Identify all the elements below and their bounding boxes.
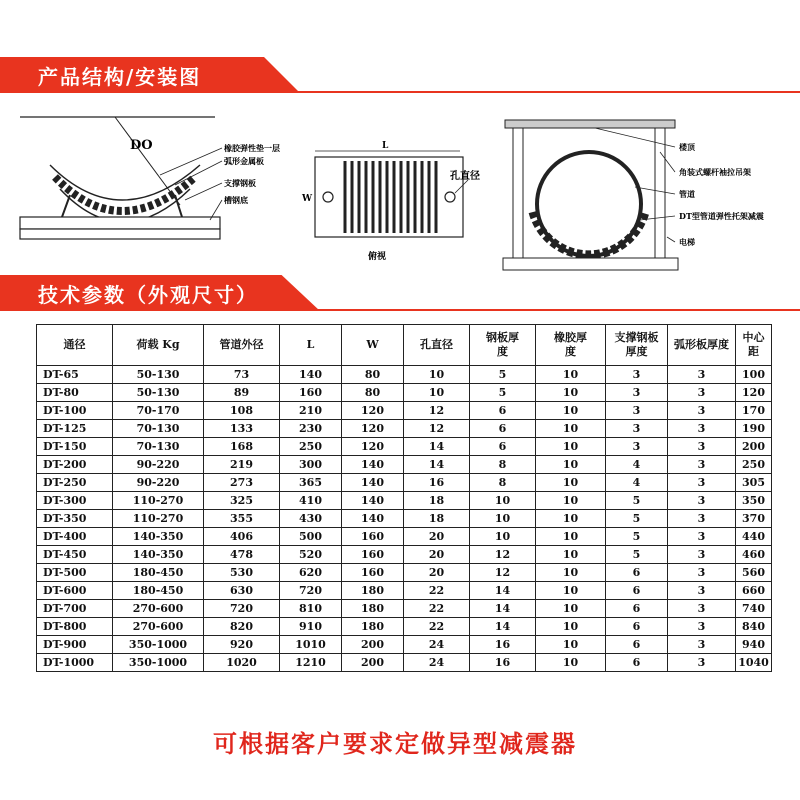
table-cell: 3 (668, 564, 736, 582)
header-cell (606, 325, 668, 366)
table-cell: 5 (606, 546, 668, 564)
table-cell: 12 (404, 420, 470, 438)
table-cell: 110-270 (113, 492, 204, 510)
table-row (37, 492, 772, 510)
table-cell: 200 (342, 636, 404, 654)
table-cell: 500 (280, 528, 342, 546)
label-w: W (302, 194, 313, 204)
table-cell: 305 (736, 474, 772, 492)
table-cell: 160 (280, 384, 342, 402)
model-cell: DT-700 (37, 600, 113, 618)
table-cell: 210 (280, 402, 342, 420)
table-cell: 10 (470, 510, 536, 528)
custom-order-note: 可根据客户要求定做异型减震器 (213, 730, 577, 758)
table-row (37, 510, 772, 528)
callout-pipe: 管道 (679, 189, 695, 199)
label-do: DO (130, 138, 153, 153)
table-cell: 230 (280, 420, 342, 438)
table-cell: 140 (342, 456, 404, 474)
table-cell: 8 (470, 456, 536, 474)
table-cell: 3 (606, 402, 668, 420)
model-cell: DT-400 (37, 528, 113, 546)
table-cell: 1040 (736, 654, 772, 672)
table-cell: 270-600 (113, 618, 204, 636)
table-cell: 3 (668, 474, 736, 492)
table-cell: 5 (606, 492, 668, 510)
table-cell: 24 (404, 654, 470, 672)
diagram-installation (495, 112, 795, 277)
table-cell: 365 (280, 474, 342, 492)
table-cell: 10 (536, 600, 606, 618)
label-top-view: 俯视 (368, 252, 387, 262)
header-label: 钢板厚度 (486, 331, 519, 358)
table-row (37, 402, 772, 420)
table-cell: 140-350 (113, 528, 204, 546)
table-cell: 219 (204, 456, 280, 474)
callout-support-plate: 支撑钢板 (224, 178, 256, 188)
table-cell: 630 (204, 582, 280, 600)
table-cell: 50-130 (113, 384, 204, 402)
header-cell: 管道外径 (204, 325, 280, 366)
table-cell: 406 (204, 528, 280, 546)
table-cell: 940 (736, 636, 772, 654)
table-cell: 168 (204, 438, 280, 456)
table-cell: 10 (536, 474, 606, 492)
table-cell: 22 (404, 582, 470, 600)
table-cell: 10 (536, 366, 606, 384)
table-cell: 16 (470, 636, 536, 654)
table-cell: 350-1000 (113, 636, 204, 654)
model-cell: DT-300 (37, 492, 113, 510)
table-cell: 14 (404, 456, 470, 474)
table-row (37, 654, 772, 672)
table-cell: 18 (404, 492, 470, 510)
table-cell: 10 (536, 492, 606, 510)
table-cell: 120 (342, 402, 404, 420)
table-cell: 720 (280, 582, 342, 600)
model-cell: DT-1000 (37, 654, 113, 672)
table-cell: 5 (606, 510, 668, 528)
header-cell: 通径 (37, 325, 113, 366)
table-cell: 10 (536, 438, 606, 456)
table-cell: 6 (606, 564, 668, 582)
section-title-structure: 产品结构/安装图 (38, 64, 202, 89)
table-cell: 3 (606, 366, 668, 384)
table-cell: 3 (606, 438, 668, 456)
banner-underline (310, 309, 800, 311)
table-cell: 80 (342, 366, 404, 384)
table-cell: 24 (404, 636, 470, 654)
diagram-top-view (300, 135, 500, 265)
table-cell: 3 (668, 546, 736, 564)
table-cell: 120 (342, 420, 404, 438)
table-cell: 6 (606, 600, 668, 618)
table-cell: 140 (280, 366, 342, 384)
model-cell: DT-600 (37, 582, 113, 600)
table-row (37, 582, 772, 600)
header-cell (470, 325, 536, 366)
table-row (37, 618, 772, 636)
table-cell: 430 (280, 510, 342, 528)
table-row (37, 528, 772, 546)
table-cell: 3 (668, 618, 736, 636)
table-cell: 20 (404, 546, 470, 564)
table-cell: 10 (536, 420, 606, 438)
table-cell: 1210 (280, 654, 342, 672)
table-cell: 720 (204, 600, 280, 618)
table-cell: 5 (606, 528, 668, 546)
table-cell: 110-270 (113, 510, 204, 528)
table-cell: 530 (204, 564, 280, 582)
table-cell: 12 (470, 546, 536, 564)
table-cell: 3 (668, 438, 736, 456)
table-row (37, 600, 772, 618)
table-cell: 200 (342, 654, 404, 672)
table-cell: 300 (280, 456, 342, 474)
table-cell: 10 (536, 582, 606, 600)
table-body (37, 366, 772, 672)
table-cell: 70-170 (113, 402, 204, 420)
header-cell: 孔直径 (404, 325, 470, 366)
table-cell: 73 (204, 366, 280, 384)
table-cell: 180 (342, 618, 404, 636)
table-cell: 18 (404, 510, 470, 528)
model-cell: DT-350 (37, 510, 113, 528)
model-cell: DT-125 (37, 420, 113, 438)
table-cell: 3 (668, 636, 736, 654)
table-cell: 10 (536, 546, 606, 564)
table-cell: 6 (606, 582, 668, 600)
table-cell: 89 (204, 384, 280, 402)
table-cell: 10 (536, 402, 606, 420)
table-cell: 920 (204, 636, 280, 654)
table-row (37, 438, 772, 456)
table-cell: 740 (736, 600, 772, 618)
banner-underline (290, 91, 800, 93)
table-cell: 3 (606, 420, 668, 438)
table-cell: 90-220 (113, 474, 204, 492)
table-cell: 140 (342, 474, 404, 492)
table-cell: 355 (204, 510, 280, 528)
table-cell: 80 (342, 384, 404, 402)
table-cell: 160 (342, 528, 404, 546)
table-cell: 12 (404, 402, 470, 420)
callout-roof: 楼顶 (679, 142, 695, 152)
table-cell: 160 (342, 546, 404, 564)
table-cell: 14 (470, 600, 536, 618)
table-cell: 22 (404, 600, 470, 618)
table-cell: 140-350 (113, 546, 204, 564)
table-cell: 10 (536, 564, 606, 582)
header-cell: L (280, 325, 342, 366)
table-cell: 6 (470, 420, 536, 438)
table-cell: 140 (342, 510, 404, 528)
table-cell: 840 (736, 618, 772, 636)
table-cell: 325 (204, 492, 280, 510)
callout-elevator: 电梯 (679, 237, 695, 247)
table-cell: 170 (736, 402, 772, 420)
table-cell: 20 (404, 564, 470, 582)
table-row (37, 420, 772, 438)
table-cell: 3 (668, 600, 736, 618)
table-cell: 440 (736, 528, 772, 546)
table-cell: 5 (470, 384, 536, 402)
callout-channel-base: 槽钢底 (224, 195, 248, 205)
header-cell (736, 325, 772, 366)
table-cell: 133 (204, 420, 280, 438)
table-cell: 370 (736, 510, 772, 528)
table-cell: 3 (668, 456, 736, 474)
table-cell: 3 (668, 420, 736, 438)
model-cell: DT-200 (37, 456, 113, 474)
header-cell (536, 325, 606, 366)
table-row (37, 366, 772, 384)
model-cell: DT-150 (37, 438, 113, 456)
table-cell: 660 (736, 582, 772, 600)
table-cell: 140 (342, 492, 404, 510)
table-cell: 6 (470, 438, 536, 456)
parameter-table (36, 324, 772, 672)
table-cell: 1010 (280, 636, 342, 654)
table-cell: 3 (668, 654, 736, 672)
header-label: 橡胶厚度 (554, 331, 587, 358)
table-cell: 6 (606, 636, 668, 654)
table-row (37, 474, 772, 492)
table-cell: 160 (342, 564, 404, 582)
table-cell: 20 (404, 528, 470, 546)
table-cell: 520 (280, 546, 342, 564)
table-cell: 410 (280, 492, 342, 510)
table-cell: 4 (606, 474, 668, 492)
table-header-row (37, 325, 772, 366)
table-cell: 3 (668, 528, 736, 546)
header-cell: 荷载 Kg (113, 325, 204, 366)
table-cell: 350 (736, 492, 772, 510)
table-cell: 3 (668, 492, 736, 510)
table-cell: 200 (736, 438, 772, 456)
callout-arc-plate: 弧形金属板 (224, 156, 264, 166)
table-cell: 10 (536, 636, 606, 654)
table-cell: 350-1000 (113, 654, 204, 672)
table-row (37, 636, 772, 654)
table-cell: 10 (536, 456, 606, 474)
table-cell: 3 (668, 510, 736, 528)
header-label: 弧形板厚度 (674, 338, 729, 351)
table-cell: 250 (736, 456, 772, 474)
header-label: 支撑钢板厚度 (614, 331, 659, 358)
table-cell: 8 (470, 474, 536, 492)
table-cell: 4 (606, 456, 668, 474)
table-cell: 90-220 (113, 456, 204, 474)
table-cell: 100 (736, 366, 772, 384)
section-title-parameters: 技术参数（外观尺寸） (38, 282, 258, 307)
table-cell: 14 (404, 438, 470, 456)
table-row (37, 546, 772, 564)
header-cell: W (342, 325, 404, 366)
callout-rubber-pad: 橡胶弹性垫一层 (224, 143, 280, 153)
section-banner-structure (0, 57, 300, 93)
table-cell: 6 (606, 618, 668, 636)
model-cell: DT-450 (37, 546, 113, 564)
table-cell: 10 (536, 528, 606, 546)
table-cell: 478 (204, 546, 280, 564)
model-cell: DT-80 (37, 384, 113, 402)
table-cell: 460 (736, 546, 772, 564)
table-cell: 1020 (204, 654, 280, 672)
table-cell: 14 (470, 618, 536, 636)
table-cell: 12 (470, 564, 536, 582)
table-cell: 3 (668, 402, 736, 420)
callout-hanger: 角装式螺杆袖拉吊架 (679, 167, 751, 177)
table-cell: 180 (342, 582, 404, 600)
model-cell: DT-65 (37, 366, 113, 384)
header-label: 中心距 (742, 331, 765, 358)
label-l: L (382, 141, 389, 151)
model-cell: DT-250 (37, 474, 113, 492)
section-banner-parameters (0, 275, 320, 311)
table-cell: 5 (470, 366, 536, 384)
callout-dt-damper: DT型管道弹性托架减震 (679, 211, 764, 221)
table-cell: 50-130 (113, 366, 204, 384)
table-cell: 16 (470, 654, 536, 672)
table-cell: 273 (204, 474, 280, 492)
model-cell: DT-500 (37, 564, 113, 582)
table-cell: 3 (668, 582, 736, 600)
table-cell: 10 (404, 366, 470, 384)
model-cell: DT-800 (37, 618, 113, 636)
table-cell: 16 (404, 474, 470, 492)
table-cell: 70-130 (113, 420, 204, 438)
table-cell: 10 (536, 654, 606, 672)
table-cell: 910 (280, 618, 342, 636)
table-cell: 270-600 (113, 600, 204, 618)
table-cell: 180-450 (113, 564, 204, 582)
table-cell: 3 (606, 384, 668, 402)
table-cell: 22 (404, 618, 470, 636)
table-cell: 10 (536, 510, 606, 528)
table-cell: 3 (668, 384, 736, 402)
table-cell: 810 (280, 600, 342, 618)
table-cell: 180-450 (113, 582, 204, 600)
table-cell: 250 (280, 438, 342, 456)
header-cell (668, 325, 736, 366)
table-cell: 10 (470, 492, 536, 510)
table-cell: 120 (736, 384, 772, 402)
table-row (37, 564, 772, 582)
table-cell: 560 (736, 564, 772, 582)
table-cell: 10 (536, 618, 606, 636)
table-cell: 3 (668, 366, 736, 384)
table-cell: 14 (470, 582, 536, 600)
model-cell: DT-900 (37, 636, 113, 654)
table-cell: 70-130 (113, 438, 204, 456)
table-cell: 190 (736, 420, 772, 438)
table-cell: 120 (342, 438, 404, 456)
diagram-cross-section (10, 105, 295, 265)
table-cell: 620 (280, 564, 342, 582)
table-cell: 180 (342, 600, 404, 618)
table-cell: 10 (470, 528, 536, 546)
label-hole-diameter: 孔直径 (450, 171, 480, 182)
model-cell: DT-100 (37, 402, 113, 420)
table-cell: 6 (470, 402, 536, 420)
table-row (37, 384, 772, 402)
table-cell: 10 (536, 384, 606, 402)
table-cell: 6 (606, 654, 668, 672)
table-cell: 820 (204, 618, 280, 636)
table-cell: 108 (204, 402, 280, 420)
table-cell: 10 (404, 384, 470, 402)
table-row (37, 456, 772, 474)
